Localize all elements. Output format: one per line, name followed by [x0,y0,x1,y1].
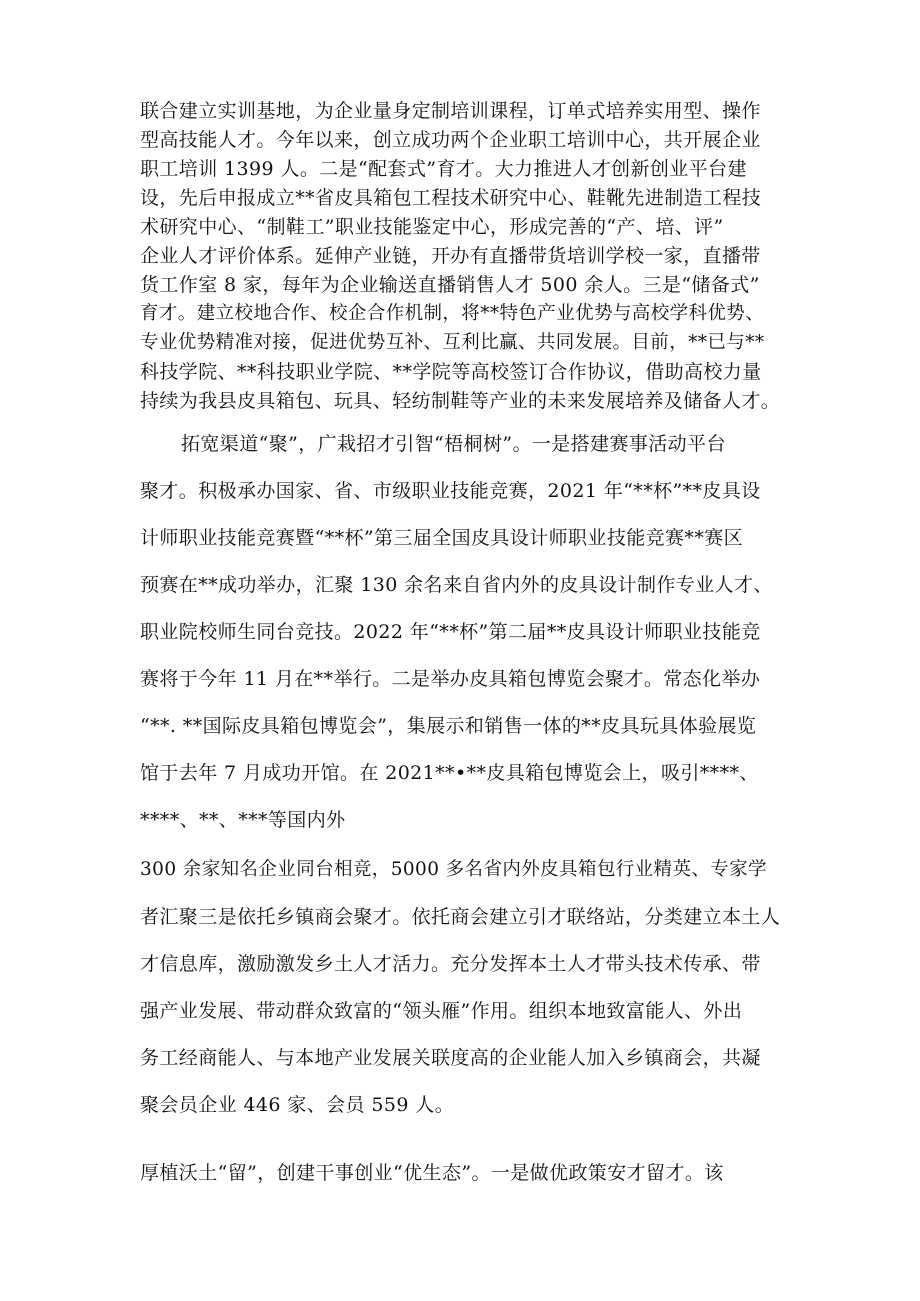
paragraph-2-line-8: 馆于去年 7 月成功开馆。在 2021**•**皮具箱包博览会上，吸引****、 [140,762,759,784]
paragraph-3-line-2: 者汇聚三是依托乡镇商会聚才。依托商会建立引才联络站，分类建立本土人 [140,906,781,928]
paragraph-3-line-5: 务工经商能人、与本地产业发展关联度高的企业能人加入乡镇商会，共凝 [140,1047,761,1069]
paragraph-4-line-1: 厚植沃土“留”，创建干事创业“优生态”。一是做优政策安才留才。该 [140,1162,724,1184]
paragraph-1-line-8: 育才。建立校地合作、校企合作机制，将**特色产业优势与高校学科优势、 [140,303,765,324]
paragraph-3-line-4: 强产业发展、带动群众致富的“领头雁”作用。组织本地致富能人、外出 [140,1000,743,1022]
paragraph-2-line-4: 预赛在**成功举办，汇聚 130 余名来自省内外的皮具设计制作专业人才、 [140,574,773,596]
paragraph-2-line-9: ****、**、***等国内外 [140,809,346,831]
paragraph-1-line-7: 货工作室 8 家，每年为企业输送直播销售人才 500 余人。三是“储备式” [140,274,760,296]
paragraph-2-line-7: “**. **国际皮具箱包博览会”，集展示和销售一体的**皮具玩具体验展览 [140,715,757,737]
paragraph-1-line-6: 企业人才评价体系。延伸产业链，开办有直播带货培训学校一家，直播带 [140,245,761,267]
paragraph-1-line-1: 联合建立实训基地，为企业量身定制培训课程，订单式培养实用型、操作 [140,100,761,122]
paragraph-2-line-3: 计师职业技能竞赛暨“**杯”第三届全国皮具设计师职业技能竞赛**赛区 [140,527,744,549]
paragraph-2-line-5: 职业院校师生同台竞技。2022 年“**杯”第二届**皮具设计师职业技能竞 [140,621,761,643]
paragraph-1-line-2: 型高技能人才。今年以来，创立成功两个企业职工培训中心，共开展企业 [140,129,761,151]
paragraph-1-line-3: 职工培训 1399 人。二是“配套式”育才。大力推进人才创新创业平台建 [140,158,747,180]
paragraph-3-line-3: 才信息库，激励激发乡土人才活力。充分发挥本土人才带头技术传承、带 [140,953,761,975]
paragraph-2-line-1: 拓宽渠道“聚”，广栽招才引智“梧桐树”。一是搭建赛事活动平台 [181,433,726,455]
paragraph-1-line-10: 科技学院、**科技职业学院、**学院等高校签订合作协议，借助高校力量 [140,361,762,383]
paragraph-1-line-5: 术研究中心、“制鞋工”职业技能鉴定中心，形成完善的“产、培、评” [140,216,724,238]
paragraph-2-line-2: 聚才。积极承办国家、省、市级职业技能竞赛，2021 年“**杯”**皮具设 [140,480,761,502]
paragraph-3-line-1: 300 余家知名企业同台相竞，5000 多名省内外皮具箱包行业精英、专家学 [140,859,767,880]
paragraph-1-line-9: 专业优势精准对接，促进优势互补、互利比赢、共同发展。目前，**已与** [140,332,765,353]
paragraph-3-line-6: 聚会员企业 446 家、会员 559 人。 [140,1094,455,1116]
paragraph-2-line-6: 赛将于今年 11 月在**举行。二是举办皮具箱包博览会聚才。常态化举办 [140,668,761,690]
paragraph-1-line-11: 持续为我县皮具箱包、玩具、轻纺制鞋等产业的未来发展培养及储备人才。 [140,390,781,412]
paragraph-1-line-4: 设，先后申报成立**省皮具箱包工程技术研究中心、鞋靴先进制造工程技 [140,187,762,209]
